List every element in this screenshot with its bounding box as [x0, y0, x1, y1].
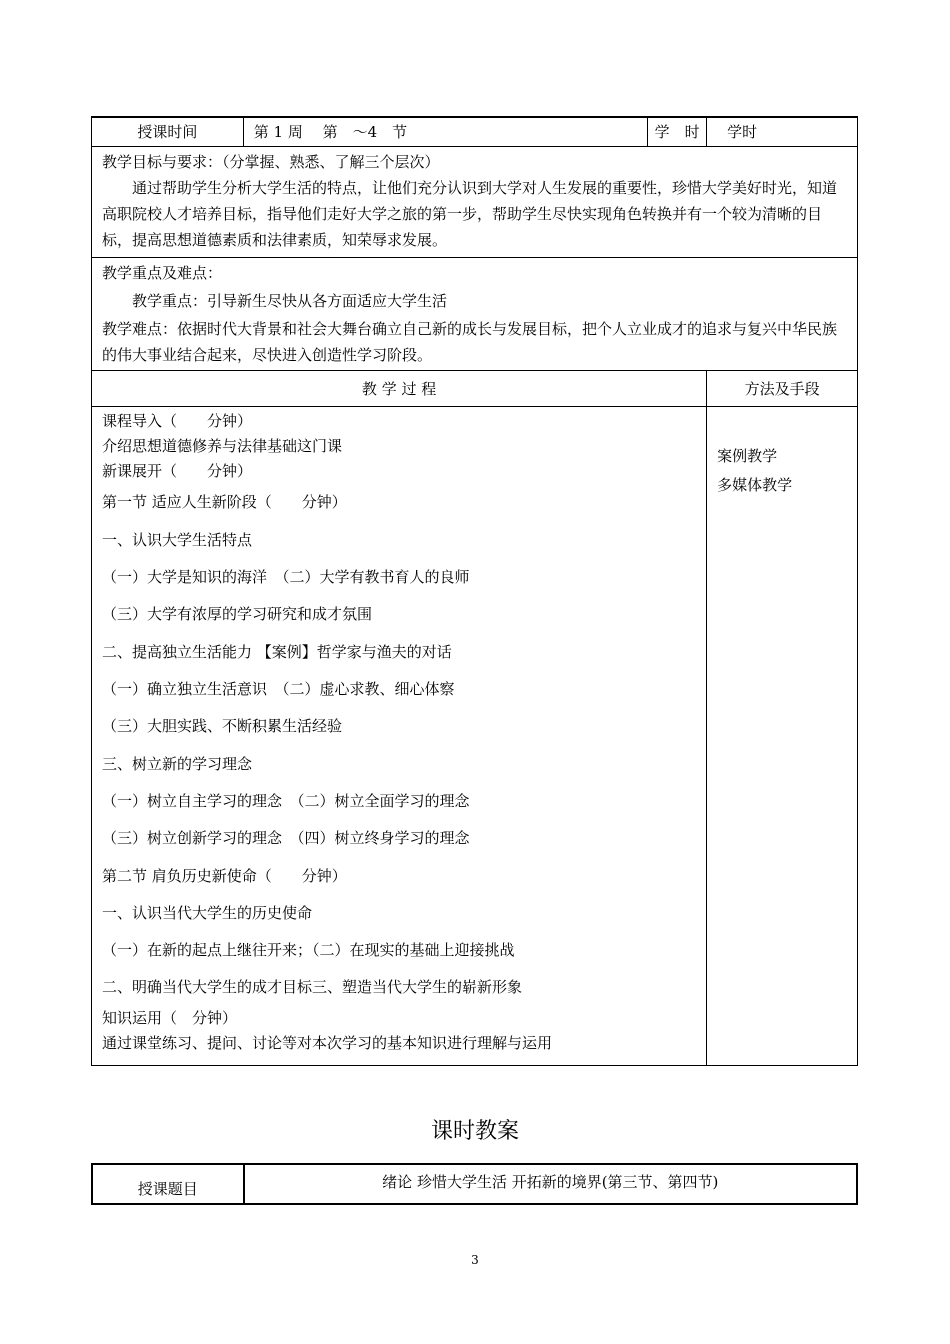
key-points-heading: 教学重点及难点：: [102, 264, 223, 282]
process-line: （三）树立创新学习的理念 （四）树立终身学习的理念: [102, 829, 470, 847]
section-title: 课时教案: [430, 1119, 519, 1144]
process-cell: [92, 407, 707, 1066]
process-line: 一、认识大学生活特点: [102, 531, 253, 549]
process-line: （三）大胆实践、不断积累生活经验: [102, 717, 343, 735]
process-line: （一）树立自主学习的理念 （二）树立全面学习的理念: [102, 792, 470, 810]
key-points-cell: [92, 258, 858, 371]
topic-value: 绪论 珍惜大学生活 开拓新的境界(第三节、第四节): [244, 1164, 857, 1204]
process-line: （一）大学是知识的海洋 （二）大学有教书育人的良师: [102, 568, 470, 586]
methods-cell: [707, 407, 858, 1066]
process-line: 新课展开（ 分钟）: [102, 462, 253, 480]
method-item: 多媒体教学: [717, 476, 793, 494]
process-line: 二、明确当代大学生的成才目标三、塑造当代大学生的崭新形象: [102, 978, 523, 996]
process-header: 教 学 过 程: [92, 371, 707, 407]
objectives-body: 通过帮助学生分析大学生活的特点，让他们充分认识到大学对人生发展的重要性，珍惜大学美好时光，知道高职院校人才培养目标，指导他们走好大学之旅的第一步，帮助学生尽快实现角色转换并有一个较为清晰的目标，提高思想道德素质和法律素质，知荣辱求发展。: [102, 179, 838, 249]
objectives-heading: 教学目标与要求：（分掌握、熟悉、了解三个层次）: [102, 153, 440, 171]
process-line: 第一节 适应人生新阶段（ 分钟）: [102, 493, 347, 511]
process-line: 课程导入（ 分钟）: [102, 412, 253, 430]
process-line: 通过课堂练习、提问、讨论等对本次学习的基本知识进行理解与运用: [102, 1034, 553, 1052]
method-item: 案例教学: [717, 447, 778, 465]
methods-header: 方法及手段: [707, 371, 858, 407]
objectives-cell: [92, 147, 858, 258]
lesson-table: [91, 116, 858, 1066]
process-line: 介绍思想道德修养与法律基础这门课: [102, 437, 343, 455]
topic-label: 授课题目: [92, 1164, 244, 1204]
difficult-point: 教学难点：依据时代大背景和社会大舞台确立自己新的成长与发展目标，把个人立业成才的追求与复兴中华民族的伟大事业结合起来，尽快进入创造性学习阶段。: [102, 320, 838, 364]
process-line: （三）大学有浓厚的学习研究和成才氛围: [102, 605, 373, 623]
process-line: 知识运用（ 分钟）: [102, 1009, 238, 1027]
topic-table: [91, 1163, 858, 1205]
page-number: 3: [471, 1253, 479, 1267]
process-line: 第二节 肩负历史新使命（ 分钟）: [102, 867, 347, 885]
label-time: 授课时间: [92, 117, 244, 147]
process-line: 二、提高独立生活能力 【案例】哲学家与渔夫的对话: [102, 643, 452, 661]
process-line: 一、认识当代大学生的历史使命: [102, 904, 313, 922]
label-hours: 学 时: [648, 117, 707, 147]
hours-value: 学时: [707, 117, 858, 147]
process-line: （一）确立独立生活意识 （二）虚心求教、细心体察: [102, 680, 455, 698]
week-section: 第 1 周 第 ～4 节: [243, 117, 647, 147]
process-line: （一）在新的起点上继往开来；（二）在现实的基础上迎接挑战: [102, 941, 515, 959]
key-point: 教学重点：引导新生尽快从各方面适应大学生活: [132, 292, 448, 310]
process-line: 三、树立新的学习理念: [102, 755, 253, 773]
